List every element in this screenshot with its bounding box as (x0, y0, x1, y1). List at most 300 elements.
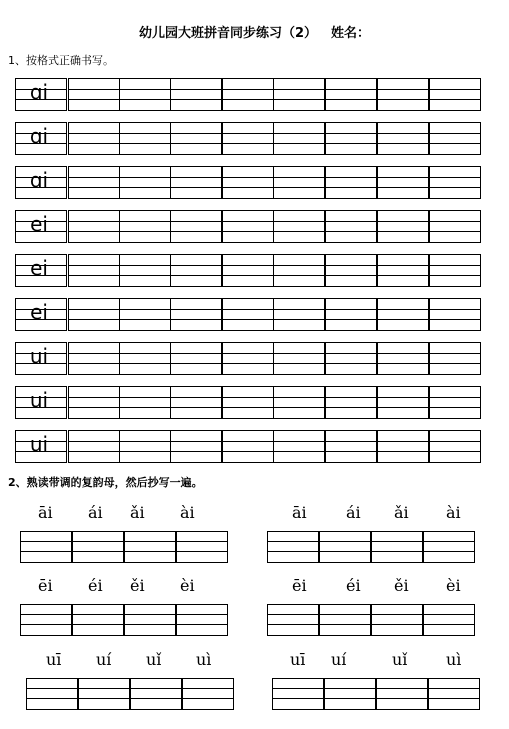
guide-line (378, 319, 428, 320)
writing-cell (429, 386, 481, 419)
writing-cell (222, 386, 274, 419)
guide-line (223, 275, 273, 276)
tone-syllable: éi (88, 576, 103, 595)
guide-line (430, 187, 480, 188)
guide-line (120, 353, 170, 354)
guide-line (326, 363, 376, 364)
guide-line (325, 698, 375, 699)
tone-syllable: ài (180, 503, 195, 522)
writing-row (15, 430, 482, 463)
guide-line (171, 177, 221, 178)
guide-line (223, 143, 273, 144)
writing-cell (119, 430, 171, 463)
guide-line (171, 231, 221, 232)
guide-line (120, 441, 170, 442)
writing-cell (273, 298, 325, 331)
writing-cell (273, 386, 325, 419)
guide-line (430, 309, 480, 310)
guide-line (326, 319, 376, 320)
writing-cell (222, 166, 274, 199)
guide-line (125, 624, 175, 625)
guide-line (171, 265, 221, 266)
writing-cell (170, 342, 222, 375)
guide-line (378, 363, 428, 364)
guide-line (430, 231, 480, 232)
writing-cell (273, 342, 325, 375)
writing-cell (429, 298, 481, 331)
guide-line (120, 363, 170, 364)
tone-syllable: èi (446, 576, 461, 595)
writing-cell (273, 210, 325, 243)
writing-row (15, 166, 482, 199)
writing-cell (222, 210, 274, 243)
guide-line (430, 275, 480, 276)
guide-line (274, 319, 324, 320)
guide-line (430, 441, 480, 442)
tone-syllable: uǐ (392, 650, 408, 669)
writing-cell (273, 166, 325, 199)
writing-cell (325, 254, 377, 287)
guide-line (326, 133, 376, 134)
copy-cell (20, 531, 72, 563)
guide-line (177, 614, 227, 615)
guide-line (69, 143, 119, 144)
name-label: 姓名： (331, 26, 371, 41)
writing-cell (325, 122, 377, 155)
guide-line (274, 187, 324, 188)
guide-line (223, 309, 273, 310)
writing-cell (273, 78, 325, 111)
guide-line (183, 688, 233, 689)
guide-line (69, 319, 119, 320)
guide-line (378, 407, 428, 408)
guide-line (274, 441, 324, 442)
title-text: 幼儿园大班拼音同步练习（2） (138, 26, 318, 41)
copy-cell (267, 604, 319, 636)
guide-line (326, 89, 376, 90)
guide-line (69, 187, 119, 188)
guide-line (21, 551, 71, 552)
guide-line (430, 407, 480, 408)
guide-line (372, 614, 422, 615)
guide-line (69, 451, 119, 452)
guide-line (326, 221, 376, 222)
copy-cell (371, 531, 423, 563)
guide-line (73, 624, 123, 625)
guide-line (274, 397, 324, 398)
guide-line (430, 363, 480, 364)
guide-line (274, 143, 324, 144)
guide-line (430, 221, 480, 222)
writing-cell (429, 430, 481, 463)
writing-row (15, 298, 482, 331)
writing-row (15, 122, 482, 155)
tone-syllable: ēi (292, 576, 307, 595)
section2-heading: 2、熟读带调的复韵母，然后抄写一遍。 (8, 476, 203, 489)
guide-line (326, 265, 376, 266)
guide-line (120, 319, 170, 320)
writing-cell (377, 430, 429, 463)
writing-cell (429, 166, 481, 199)
guide-line (125, 614, 175, 615)
guide-line (223, 441, 273, 442)
guide-line (120, 99, 170, 100)
guide-line (120, 265, 170, 266)
writing-cell (377, 122, 429, 155)
writing-cell (119, 166, 171, 199)
writing-cell (325, 298, 377, 331)
guide-line (223, 265, 273, 266)
guide-line (69, 99, 119, 100)
guide-line (69, 89, 119, 90)
guide-line (429, 698, 479, 699)
guide-line (274, 231, 324, 232)
guide-line (223, 363, 273, 364)
tone-syllable: uí (331, 650, 347, 669)
guide-line (171, 451, 221, 452)
guide-line (125, 541, 175, 542)
writing-cell (68, 78, 120, 111)
guide-line (274, 265, 324, 266)
writing-cell (68, 122, 120, 155)
writing-cell (119, 254, 171, 287)
guide-line (120, 133, 170, 134)
guide-line (378, 451, 428, 452)
guide-line (171, 221, 221, 222)
writing-cell (222, 298, 274, 331)
guide-line (274, 451, 324, 452)
guide-line (120, 221, 170, 222)
guide-line (171, 133, 221, 134)
guide-line (424, 551, 474, 552)
writing-cell (68, 430, 120, 463)
writing-cell (119, 342, 171, 375)
writing-cell (119, 122, 171, 155)
writing-cell (325, 210, 377, 243)
guide-line (125, 551, 175, 552)
writing-cell (119, 386, 171, 419)
guide-line (79, 688, 129, 689)
writing-cell (68, 386, 120, 419)
tone-syllable: āi (292, 503, 307, 522)
copy-cell (124, 531, 176, 563)
writing-cell (119, 78, 171, 111)
copy-cell (319, 604, 371, 636)
guide-line (177, 551, 227, 552)
guide-line (430, 319, 480, 320)
writing-cell (170, 430, 222, 463)
tone-syllable: ài (446, 503, 461, 522)
tone-syllable: uī (46, 650, 62, 669)
writing-cell (429, 342, 481, 375)
guide-line (378, 231, 428, 232)
guide-line (274, 177, 324, 178)
guide-line (223, 221, 273, 222)
guide-line (21, 541, 71, 542)
section1-heading: 1、按格式正确书写。 (8, 54, 114, 67)
writing-cell (222, 430, 274, 463)
copy-cell (324, 678, 376, 710)
guide-line (171, 353, 221, 354)
writing-cell (68, 298, 120, 331)
guide-line (430, 177, 480, 178)
copy-cell (124, 604, 176, 636)
writing-cell (273, 254, 325, 287)
guide-line (326, 397, 376, 398)
writing-cell (119, 210, 171, 243)
guide-line (377, 698, 427, 699)
writing-cell (170, 210, 222, 243)
guide-line (223, 451, 273, 452)
guide-line (120, 451, 170, 452)
guide-line (274, 407, 324, 408)
guide-line (223, 187, 273, 188)
guide-line (268, 541, 318, 542)
guide-line (69, 309, 119, 310)
writing-cell (273, 122, 325, 155)
writing-cell (222, 122, 274, 155)
guide-line (424, 541, 474, 542)
guide-line (223, 397, 273, 398)
writing-cell (325, 386, 377, 419)
example-label: ɑi (29, 124, 49, 148)
guide-line (325, 688, 375, 689)
writing-cell (429, 210, 481, 243)
guide-line (326, 187, 376, 188)
tone-syllable: éi (346, 576, 361, 595)
guide-line (177, 541, 227, 542)
guide-line (171, 187, 221, 188)
writing-cell (170, 386, 222, 419)
guide-line (274, 309, 324, 310)
guide-line (120, 309, 170, 310)
guide-line (223, 177, 273, 178)
guide-line (430, 397, 480, 398)
guide-line (171, 143, 221, 144)
guide-line (372, 541, 422, 542)
guide-line (273, 698, 323, 699)
example-label: ɑi (29, 80, 49, 104)
guide-line (69, 177, 119, 178)
guide-line (326, 177, 376, 178)
writing-row (15, 342, 482, 375)
guide-line (223, 99, 273, 100)
guide-line (223, 133, 273, 134)
writing-cell (377, 210, 429, 243)
guide-line (120, 407, 170, 408)
guide-line (171, 397, 221, 398)
guide-line (73, 551, 123, 552)
guide-line (131, 688, 181, 689)
tone-syllable: ēi (38, 576, 53, 595)
copy-cell (72, 604, 124, 636)
guide-line (69, 265, 119, 266)
guide-line (120, 177, 170, 178)
example-label: ei (30, 256, 48, 280)
guide-line (171, 319, 221, 320)
guide-line (131, 698, 181, 699)
tone-syllable: ěi (394, 576, 409, 595)
writing-cell (68, 342, 120, 375)
guide-line (21, 614, 71, 615)
writing-cell (429, 254, 481, 287)
copy-cell (423, 604, 475, 636)
guide-line (274, 275, 324, 276)
copy-cell (376, 678, 428, 710)
tone-syllable: ǎi (130, 503, 145, 522)
guide-line (69, 407, 119, 408)
page-title (0, 22, 509, 41)
guide-line (120, 275, 170, 276)
guide-line (326, 99, 376, 100)
guide-line (372, 624, 422, 625)
writing-cell (377, 386, 429, 419)
guide-line (378, 397, 428, 398)
guide-line (378, 441, 428, 442)
writing-cell (325, 342, 377, 375)
guide-line (171, 441, 221, 442)
writing-cell (222, 254, 274, 287)
writing-cell (68, 210, 120, 243)
guide-line (424, 624, 474, 625)
copy-cell (176, 604, 228, 636)
copy-cell (176, 531, 228, 563)
guide-line (320, 614, 370, 615)
guide-line (320, 624, 370, 625)
guide-line (326, 309, 376, 310)
tone-syllable: ěi (130, 576, 145, 595)
guide-line (430, 265, 480, 266)
writing-cell (170, 122, 222, 155)
copy-cell (130, 678, 182, 710)
guide-line (326, 451, 376, 452)
guide-line (69, 363, 119, 364)
guide-line (274, 363, 324, 364)
guide-line (223, 407, 273, 408)
writing-cell (429, 122, 481, 155)
example-label: ei (30, 300, 48, 324)
writing-cell (325, 78, 377, 111)
guide-line (69, 397, 119, 398)
guide-line (326, 407, 376, 408)
copy-cell (319, 531, 371, 563)
writing-cell (119, 298, 171, 331)
copy-cell (78, 678, 130, 710)
guide-line (429, 688, 479, 689)
tone-syllable: uǐ (146, 650, 162, 669)
writing-cell (377, 342, 429, 375)
guide-line (273, 688, 323, 689)
guide-line (120, 187, 170, 188)
example-label: ɑi (29, 168, 49, 192)
guide-line (378, 177, 428, 178)
guide-line (171, 89, 221, 90)
guide-line (268, 614, 318, 615)
guide-line (21, 624, 71, 625)
writing-cell (325, 166, 377, 199)
guide-line (171, 309, 221, 310)
writing-cell (377, 254, 429, 287)
tone-syllable: ái (88, 503, 103, 522)
guide-line (274, 353, 324, 354)
writing-cell (170, 166, 222, 199)
guide-line (73, 541, 123, 542)
guide-line (223, 319, 273, 320)
guide-line (326, 231, 376, 232)
guide-line (27, 698, 77, 699)
guide-line (183, 698, 233, 699)
tone-syllable: uì (196, 650, 212, 669)
writing-cell (170, 254, 222, 287)
guide-line (378, 187, 428, 188)
writing-cell (325, 430, 377, 463)
copy-cell (428, 678, 480, 710)
guide-line (223, 89, 273, 90)
guide-line (378, 221, 428, 222)
guide-line (430, 451, 480, 452)
writing-cell (222, 342, 274, 375)
writing-cell (222, 78, 274, 111)
guide-line (274, 133, 324, 134)
guide-line (430, 133, 480, 134)
copy-cell (272, 678, 324, 710)
writing-cell (273, 430, 325, 463)
guide-line (378, 99, 428, 100)
tone-syllable: ái (346, 503, 361, 522)
guide-line (120, 231, 170, 232)
guide-line (430, 99, 480, 100)
guide-line (326, 275, 376, 276)
guide-line (73, 614, 123, 615)
guide-line (320, 541, 370, 542)
tone-syllable: uì (446, 650, 462, 669)
writing-cell (68, 166, 120, 199)
copy-cell (20, 604, 72, 636)
example-label: ei (30, 212, 48, 236)
guide-line (430, 353, 480, 354)
guide-line (268, 551, 318, 552)
writing-cell (377, 166, 429, 199)
guide-line (326, 143, 376, 144)
writing-row (15, 210, 482, 243)
writing-row (15, 78, 482, 111)
guide-line (320, 551, 370, 552)
guide-line (171, 275, 221, 276)
writing-cell (170, 78, 222, 111)
example-label: ui (29, 344, 49, 368)
guide-line (274, 221, 324, 222)
guide-line (120, 397, 170, 398)
guide-line (274, 99, 324, 100)
guide-line (69, 133, 119, 134)
guide-line (378, 275, 428, 276)
writing-cell (170, 298, 222, 331)
guide-line (120, 143, 170, 144)
guide-line (69, 441, 119, 442)
guide-line (424, 614, 474, 615)
guide-line (378, 89, 428, 90)
tone-syllable: uī (290, 650, 306, 669)
tone-syllable: èi (180, 576, 195, 595)
guide-line (268, 624, 318, 625)
guide-line (177, 624, 227, 625)
copy-cell (423, 531, 475, 563)
guide-line (79, 698, 129, 699)
guide-line (378, 265, 428, 266)
tone-syllable: uí (96, 650, 112, 669)
writing-cell (429, 78, 481, 111)
writing-row (15, 254, 482, 287)
